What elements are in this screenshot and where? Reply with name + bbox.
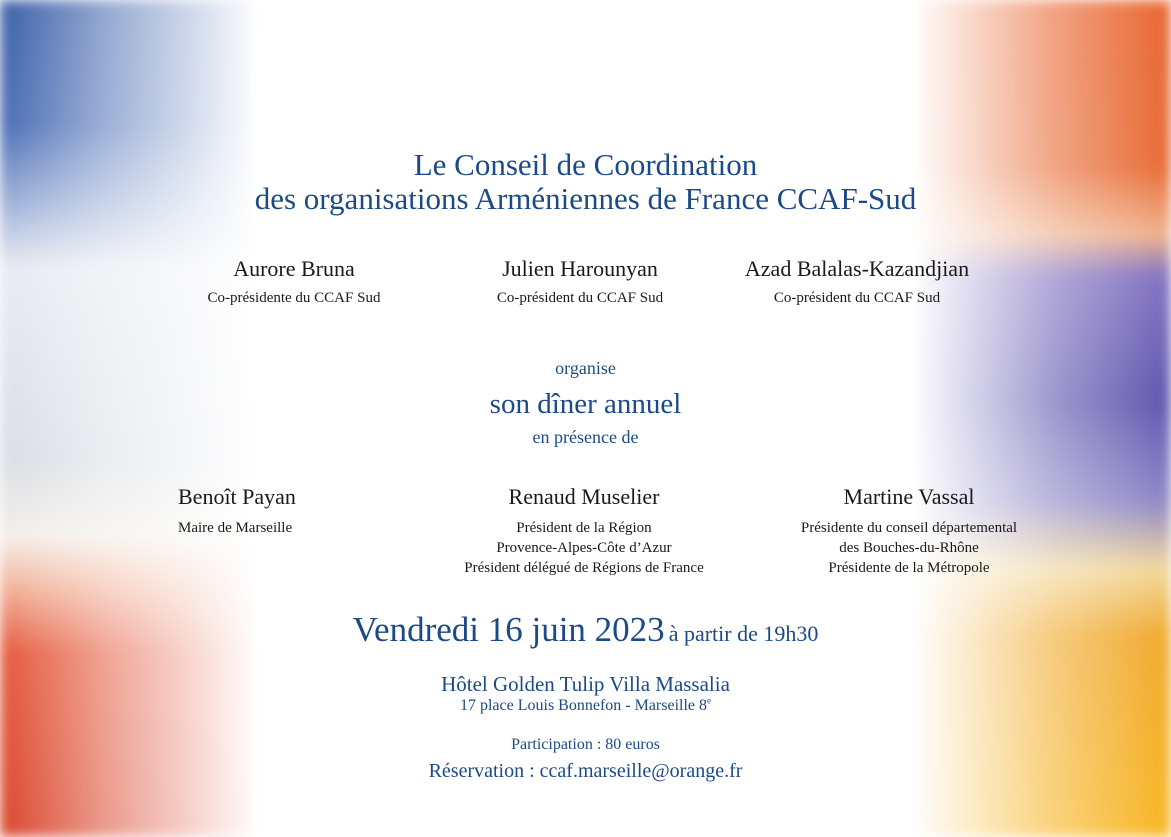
organizer-line-2: des organisations Arméniennes de France CCAF-Sud xyxy=(254,181,917,216)
guest-role: Provence-Alpes-Côte d’Azur xyxy=(496,540,672,556)
event-time: à partir de 19h30 xyxy=(668,621,819,646)
organise-label: organise xyxy=(555,358,616,378)
organizer-line-1: Le Conseil de Coordination xyxy=(413,147,758,182)
event-datetime xyxy=(0,610,1171,650)
president-role: Co-présidente du CCAF Sud xyxy=(207,290,381,306)
organizer-title xyxy=(0,148,1171,216)
guest-1 xyxy=(178,484,378,538)
guest-3 xyxy=(758,484,1060,578)
president-3 xyxy=(716,256,998,308)
guest-role: Présidente de la Métropole xyxy=(828,560,990,576)
reservation-contact: Réservation : ccaf.marseille@orange.fr xyxy=(428,760,743,782)
president-role: Co-président du CCAF Sud xyxy=(496,290,664,306)
guest-role: Maire de Marseille xyxy=(178,520,293,536)
participation-price: Participation : 80 euros xyxy=(511,736,660,753)
president-name: Aurore Bruna xyxy=(233,256,355,281)
guest-role: Président de la Région xyxy=(516,520,652,536)
venue-address-text: 17 place Louis Bonnefon - Marseille 8 xyxy=(459,697,708,714)
presence-label: en présence de xyxy=(532,427,639,447)
guest-role: Président délégué de Régions de France xyxy=(464,560,704,576)
guest-name: Renaud Muselier xyxy=(508,484,660,509)
guest-role: des Bouches-du-Rhône xyxy=(839,540,979,556)
president-name: Julien Harounyan xyxy=(502,256,658,281)
guest-2 xyxy=(420,484,748,578)
venue-name: Hôtel Golden Tulip Villa Massalia xyxy=(441,672,730,696)
event-name: son dîner annuel xyxy=(489,388,682,420)
president-1 xyxy=(178,256,410,308)
guest-role: Présidente du conseil départemental xyxy=(800,520,1018,536)
guest-name: Martine Vassal xyxy=(843,484,975,509)
guest-name: Benoît Payan xyxy=(178,484,296,509)
venue-address-sup: e xyxy=(707,695,712,706)
venue-address xyxy=(0,697,1171,715)
event-date: Vendredi 16 juin 2023 xyxy=(352,610,665,649)
president-name: Azad Balalas-Kazandjian xyxy=(744,256,970,281)
president-role: Co-président du CCAF Sud xyxy=(773,290,941,306)
president-2 xyxy=(468,256,692,308)
